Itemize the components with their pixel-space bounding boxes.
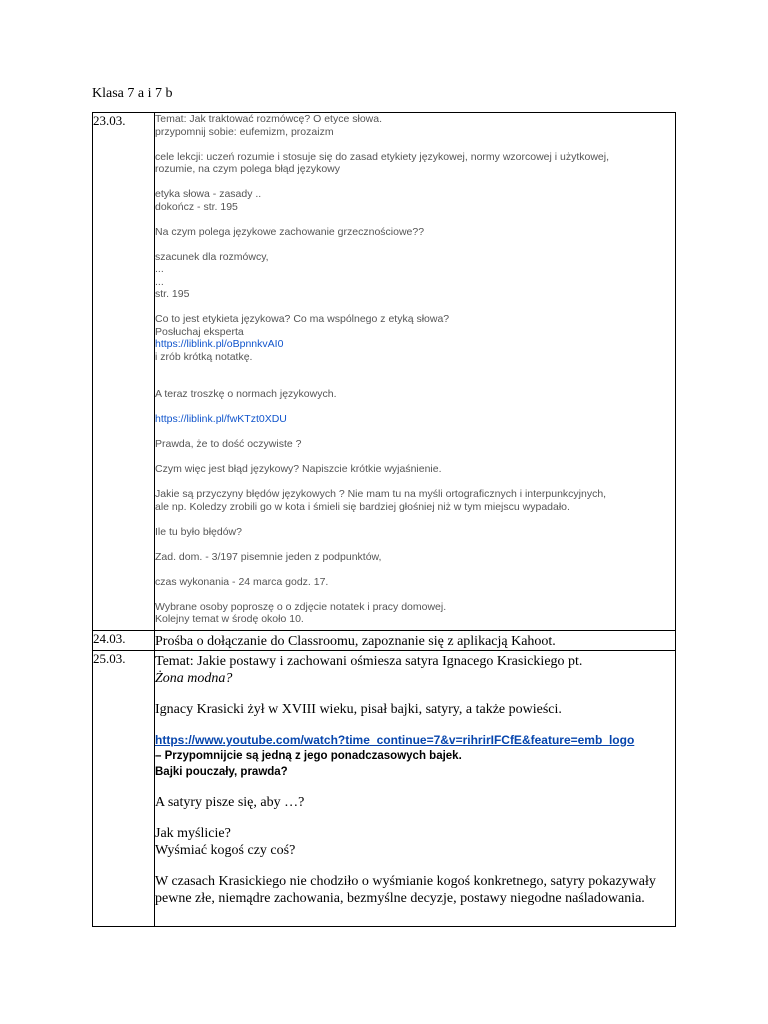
blank-line: [155, 451, 675, 464]
blank-line: [155, 176, 675, 189]
lesson-content: [155, 631, 676, 651]
note-line: Ile tu było błędów?: [155, 525, 242, 538]
lesson-content: [155, 651, 676, 927]
note-line: szacunek dla rozmówcy,: [155, 250, 269, 263]
note-line: Prawda, że to dość oczywiste ?: [155, 438, 302, 450]
blank-line: [155, 376, 675, 389]
blank-line: [155, 563, 675, 576]
lesson-table: [92, 112, 676, 927]
note-line: dokończ - str. 195: [155, 200, 238, 213]
note-line: przypomnij sobie: eufemizm, prozaizm: [155, 125, 334, 138]
lesson-date: 24.03.: [93, 631, 155, 651]
lesson-text: Prośba o dołączanie do Classroomu, zapoznanie się z aplikacją Kahoot.: [155, 634, 556, 649]
fables-question: Bajki pouczały, prawda?: [155, 766, 288, 778]
note-line: Zad. dom. - 3/197 pisemnie jeden z podpunktów,: [155, 550, 382, 563]
blank-line: [155, 213, 675, 226]
blank-line: [155, 238, 675, 251]
table-row: [93, 631, 676, 651]
note-line: Temat: Jak traktować rozmówcę? O etyce słowa.: [155, 113, 382, 125]
blank-line: [155, 538, 675, 551]
author-bio: Ignacy Krasicki żył w XVIII wieku, pisał bajki, satyry, a także powieści.: [155, 702, 562, 717]
note-line: ...: [155, 263, 164, 275]
blank-line: [155, 363, 675, 376]
note-line: ale np. Koledzy zrobili go w kota i śmieli się bardziej głośniej niż w tym miejscu wypadało.: [155, 500, 570, 513]
blank-line: [155, 138, 675, 151]
table-row: [93, 113, 676, 631]
note-line: Jakie są przyczyny błędów językowych ? Nie mam tu na myśli ortograficznych i interpunkcyjnych,: [155, 488, 607, 500]
lesson-notes: [155, 113, 675, 626]
satire-question: A satyry pisze się, aby …?: [155, 795, 305, 810]
mock-question: Wyśmiać kogoś czy coś?: [155, 843, 296, 858]
think-question: Jak myślicie?: [155, 826, 231, 841]
blank-line: [155, 588, 675, 601]
note-line: Wybrane osoby poproszę o o zdjęcie notatek i pracy domowej.: [155, 600, 447, 613]
blank-line: [155, 401, 675, 414]
note-link[interactable]: https://liblink.pl/oBpnnkvAI0: [155, 338, 284, 350]
blank-line: [155, 476, 675, 489]
note-line: Posłuchaj eksperta: [155, 325, 244, 338]
note-line: cele lekcji: uczeń rozumie i stosuje się do zasad etykiety językowej, normy wzorcowej i użytkowej,: [155, 150, 610, 163]
document-heading: Klasa 7 a i 7 b: [92, 86, 173, 101]
note-line: etyka słowa - zasady ..: [155, 188, 262, 200]
blank-line: [155, 301, 675, 314]
lesson-topic-title: Żona modna?: [155, 671, 233, 686]
note-line: A teraz troszkę o normach językowych.: [155, 388, 337, 400]
closing-paragraph: W czasach Krasickiego nie chodziło o wyśmianie kogoś konkretnego, satyry pokazywały pewne złe, niemądre zachowania, bezmyślne decyzje, postawy niegodne naśladowania.: [155, 874, 656, 906]
lesson-date: 23.03.: [93, 113, 155, 631]
note-line: str. 195: [155, 288, 190, 300]
lesson-topic: Temat: Jakie postawy i zachowani ośmiesza satyra Ignacego Krasickiego pt.: [155, 654, 583, 669]
note-line: rozumie, na czym polega błąd językowy: [155, 163, 341, 175]
lesson-date: 25.03.: [93, 651, 155, 927]
lesson-content: [155, 113, 676, 631]
blank-line: [155, 426, 675, 439]
note-line: Czym więc jest błąd językowy? Napiszcie krótkie wyjaśnienie.: [155, 463, 442, 475]
link-note: – Przypomnijcie są jedną z jego ponadczasowych bajek.: [155, 750, 462, 762]
table-row: [93, 651, 676, 927]
youtube-link[interactable]: https://www.youtube.com/watch?time_continue=7&v=rihrirIFCfE&feature=emb_logo: [155, 733, 635, 747]
note-line: Na czym polega językowe zachowanie grzecznościowe??: [155, 225, 425, 238]
note-line: i zrób krótką notatkę.: [155, 350, 253, 363]
note-line: Kolejny temat w środę około 10.: [155, 613, 304, 625]
note-line: czas wykonania - 24 marca godz. 17.: [155, 575, 329, 588]
note-line: Co to jest etykieta językowa? Co ma wspólnego z etyką słowa?: [155, 313, 450, 325]
note-link[interactable]: https://liblink.pl/fwKTzt0XDU: [155, 413, 287, 425]
blank-line: [155, 513, 675, 526]
note-line: ...: [155, 275, 164, 288]
